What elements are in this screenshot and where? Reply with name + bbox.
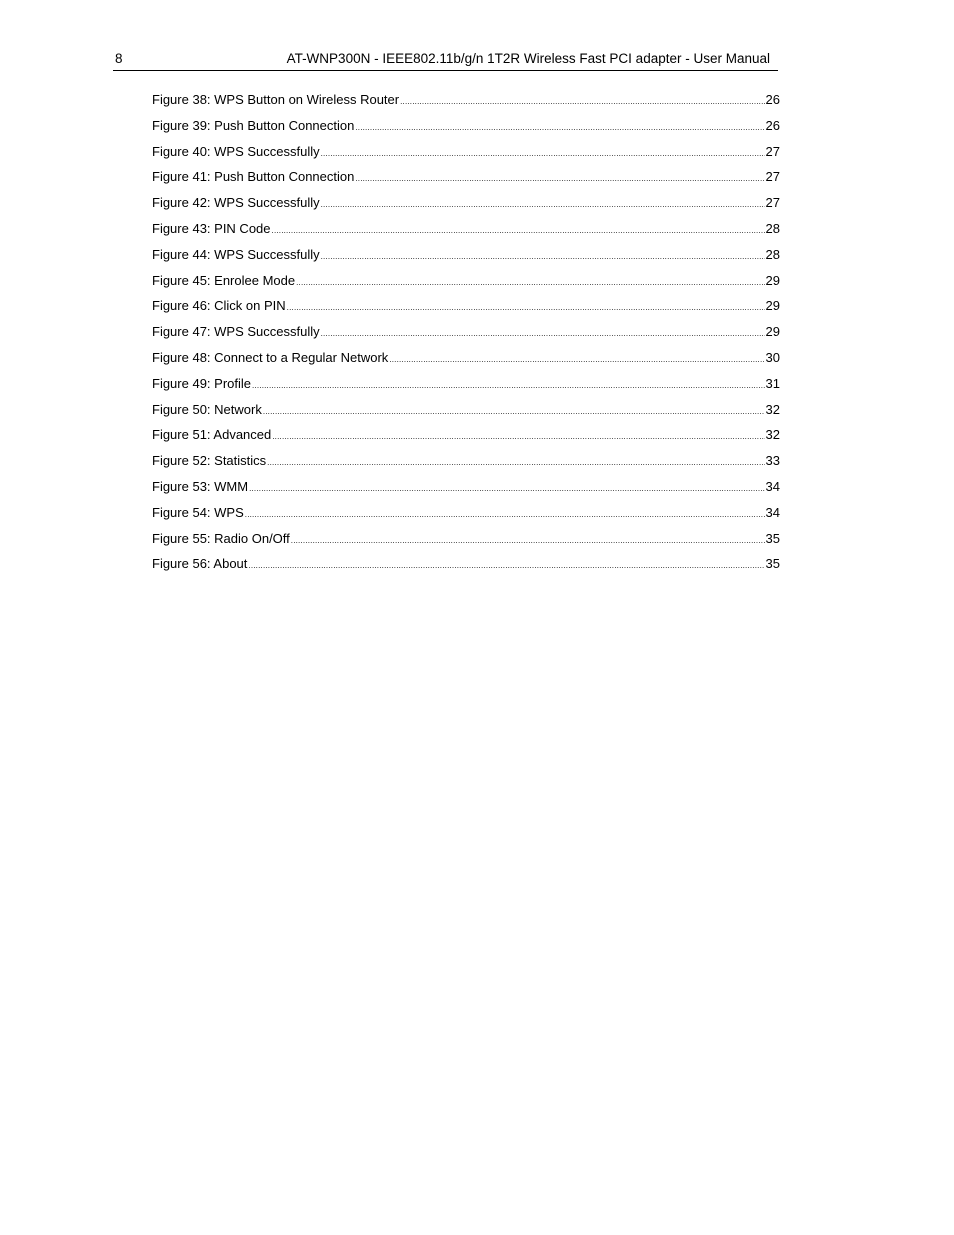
toc-entry-page: 31 [765, 375, 780, 391]
toc-entry-label: Figure 42: WPS Successfully [152, 195, 320, 211]
toc-entry-page: 29 [765, 298, 780, 314]
toc-entry-label: Figure 56: About [152, 556, 248, 572]
toc-entry[interactable] [152, 296, 780, 322]
toc-entry-page: 32 [765, 427, 780, 443]
dot-leader [389, 350, 764, 370]
toc-entry-page: 26 [765, 117, 780, 133]
toc-entry-page: 27 [765, 169, 780, 185]
toc-entry-page: 26 [765, 92, 780, 107]
dot-leader [321, 324, 765, 344]
toc-entry[interactable] [152, 554, 780, 580]
toc-entry-label: Figure 51: Advanced [152, 427, 272, 443]
toc-entry-label: Figure 52: Statistics [152, 453, 267, 469]
dot-leader [287, 298, 765, 318]
toc-entry-label: Figure 45: Enrolee Mode [152, 272, 296, 288]
toc-entry-label: Figure 54: WPS [152, 504, 244, 520]
dot-leader [245, 505, 765, 525]
toc-entry-label: Figure 50: Network [152, 401, 262, 417]
toc-entry-page: 35 [765, 530, 780, 546]
toc-entry-page: 27 [765, 143, 780, 159]
toc-entry-label: Figure 38: WPS Button on Wireless Router [152, 92, 400, 107]
table-of-figures [152, 90, 780, 580]
toc-entry[interactable] [152, 142, 780, 168]
toc-entry-page: 29 [765, 324, 780, 340]
dot-leader [355, 118, 764, 138]
toc-entry[interactable] [152, 219, 780, 245]
dot-leader [248, 556, 764, 576]
toc-entry-label: Figure 49: Profile [152, 375, 251, 391]
toc-entry-page: 29 [765, 272, 780, 288]
dot-leader [355, 169, 764, 189]
dot-leader [263, 402, 765, 422]
toc-entry[interactable] [152, 116, 780, 142]
dot-leader [267, 453, 764, 473]
toc-entry[interactable] [152, 477, 780, 503]
dot-leader [252, 376, 765, 396]
dot-leader [272, 221, 765, 241]
toc-entry-page: 34 [765, 478, 780, 494]
toc-entry-label: Figure 40: WPS Successfully [152, 143, 320, 159]
toc-entry[interactable] [152, 425, 780, 451]
dot-leader [296, 273, 764, 293]
toc-entry-page: 32 [765, 401, 780, 417]
toc-entry-label: Figure 55: Radio On/Off [152, 530, 290, 546]
toc-entry[interactable] [152, 271, 780, 297]
toc-entry-label: Figure 39: Push Button Connection [152, 117, 355, 133]
toc-entry-page: 33 [765, 453, 780, 469]
toc-entry-label: Figure 48: Connect to a Regular Network [152, 349, 389, 365]
toc-entry-label: Figure 41: Push Button Connection [152, 169, 355, 185]
toc-entry-page: 28 [765, 220, 780, 236]
toc-entry-label: Figure 53: WMM [152, 478, 249, 494]
toc-entry[interactable] [152, 529, 780, 555]
toc-entry[interactable] [152, 348, 780, 374]
toc-entry[interactable] [152, 90, 780, 116]
toc-entry[interactable] [152, 400, 780, 426]
toc-entry[interactable] [152, 451, 780, 477]
toc-entry-page: 28 [765, 246, 780, 262]
document-title: AT-WNP300N - IEEE802.11b/g/n 1T2R Wireless Fast PCI adapter - User Manual [286, 51, 770, 66]
toc-entry[interactable] [152, 503, 780, 529]
toc-entry-page: 30 [765, 349, 780, 365]
toc-entry[interactable] [152, 193, 780, 219]
dot-leader [272, 427, 764, 447]
toc-entry-label: Figure 47: WPS Successfully [152, 324, 320, 340]
dot-leader [249, 479, 764, 499]
dot-leader [400, 92, 764, 112]
dot-leader [321, 144, 765, 164]
toc-entry-label: Figure 43: PIN Code [152, 220, 271, 236]
toc-entry[interactable] [152, 245, 780, 271]
page-header [113, 48, 778, 71]
toc-entry-page: 35 [765, 556, 780, 572]
toc-entry[interactable] [152, 322, 780, 348]
toc-entry-label: Figure 44: WPS Successfully [152, 246, 320, 262]
dot-leader [321, 195, 765, 215]
page-number: 8 [115, 51, 123, 66]
dot-leader [291, 531, 765, 551]
toc-entry-label: Figure 46: Click on PIN [152, 298, 286, 314]
dot-leader [321, 247, 765, 267]
toc-entry[interactable] [152, 374, 780, 400]
toc-entry-page: 27 [765, 195, 780, 211]
toc-entry-page: 34 [765, 504, 780, 520]
toc-entry[interactable] [152, 167, 780, 193]
